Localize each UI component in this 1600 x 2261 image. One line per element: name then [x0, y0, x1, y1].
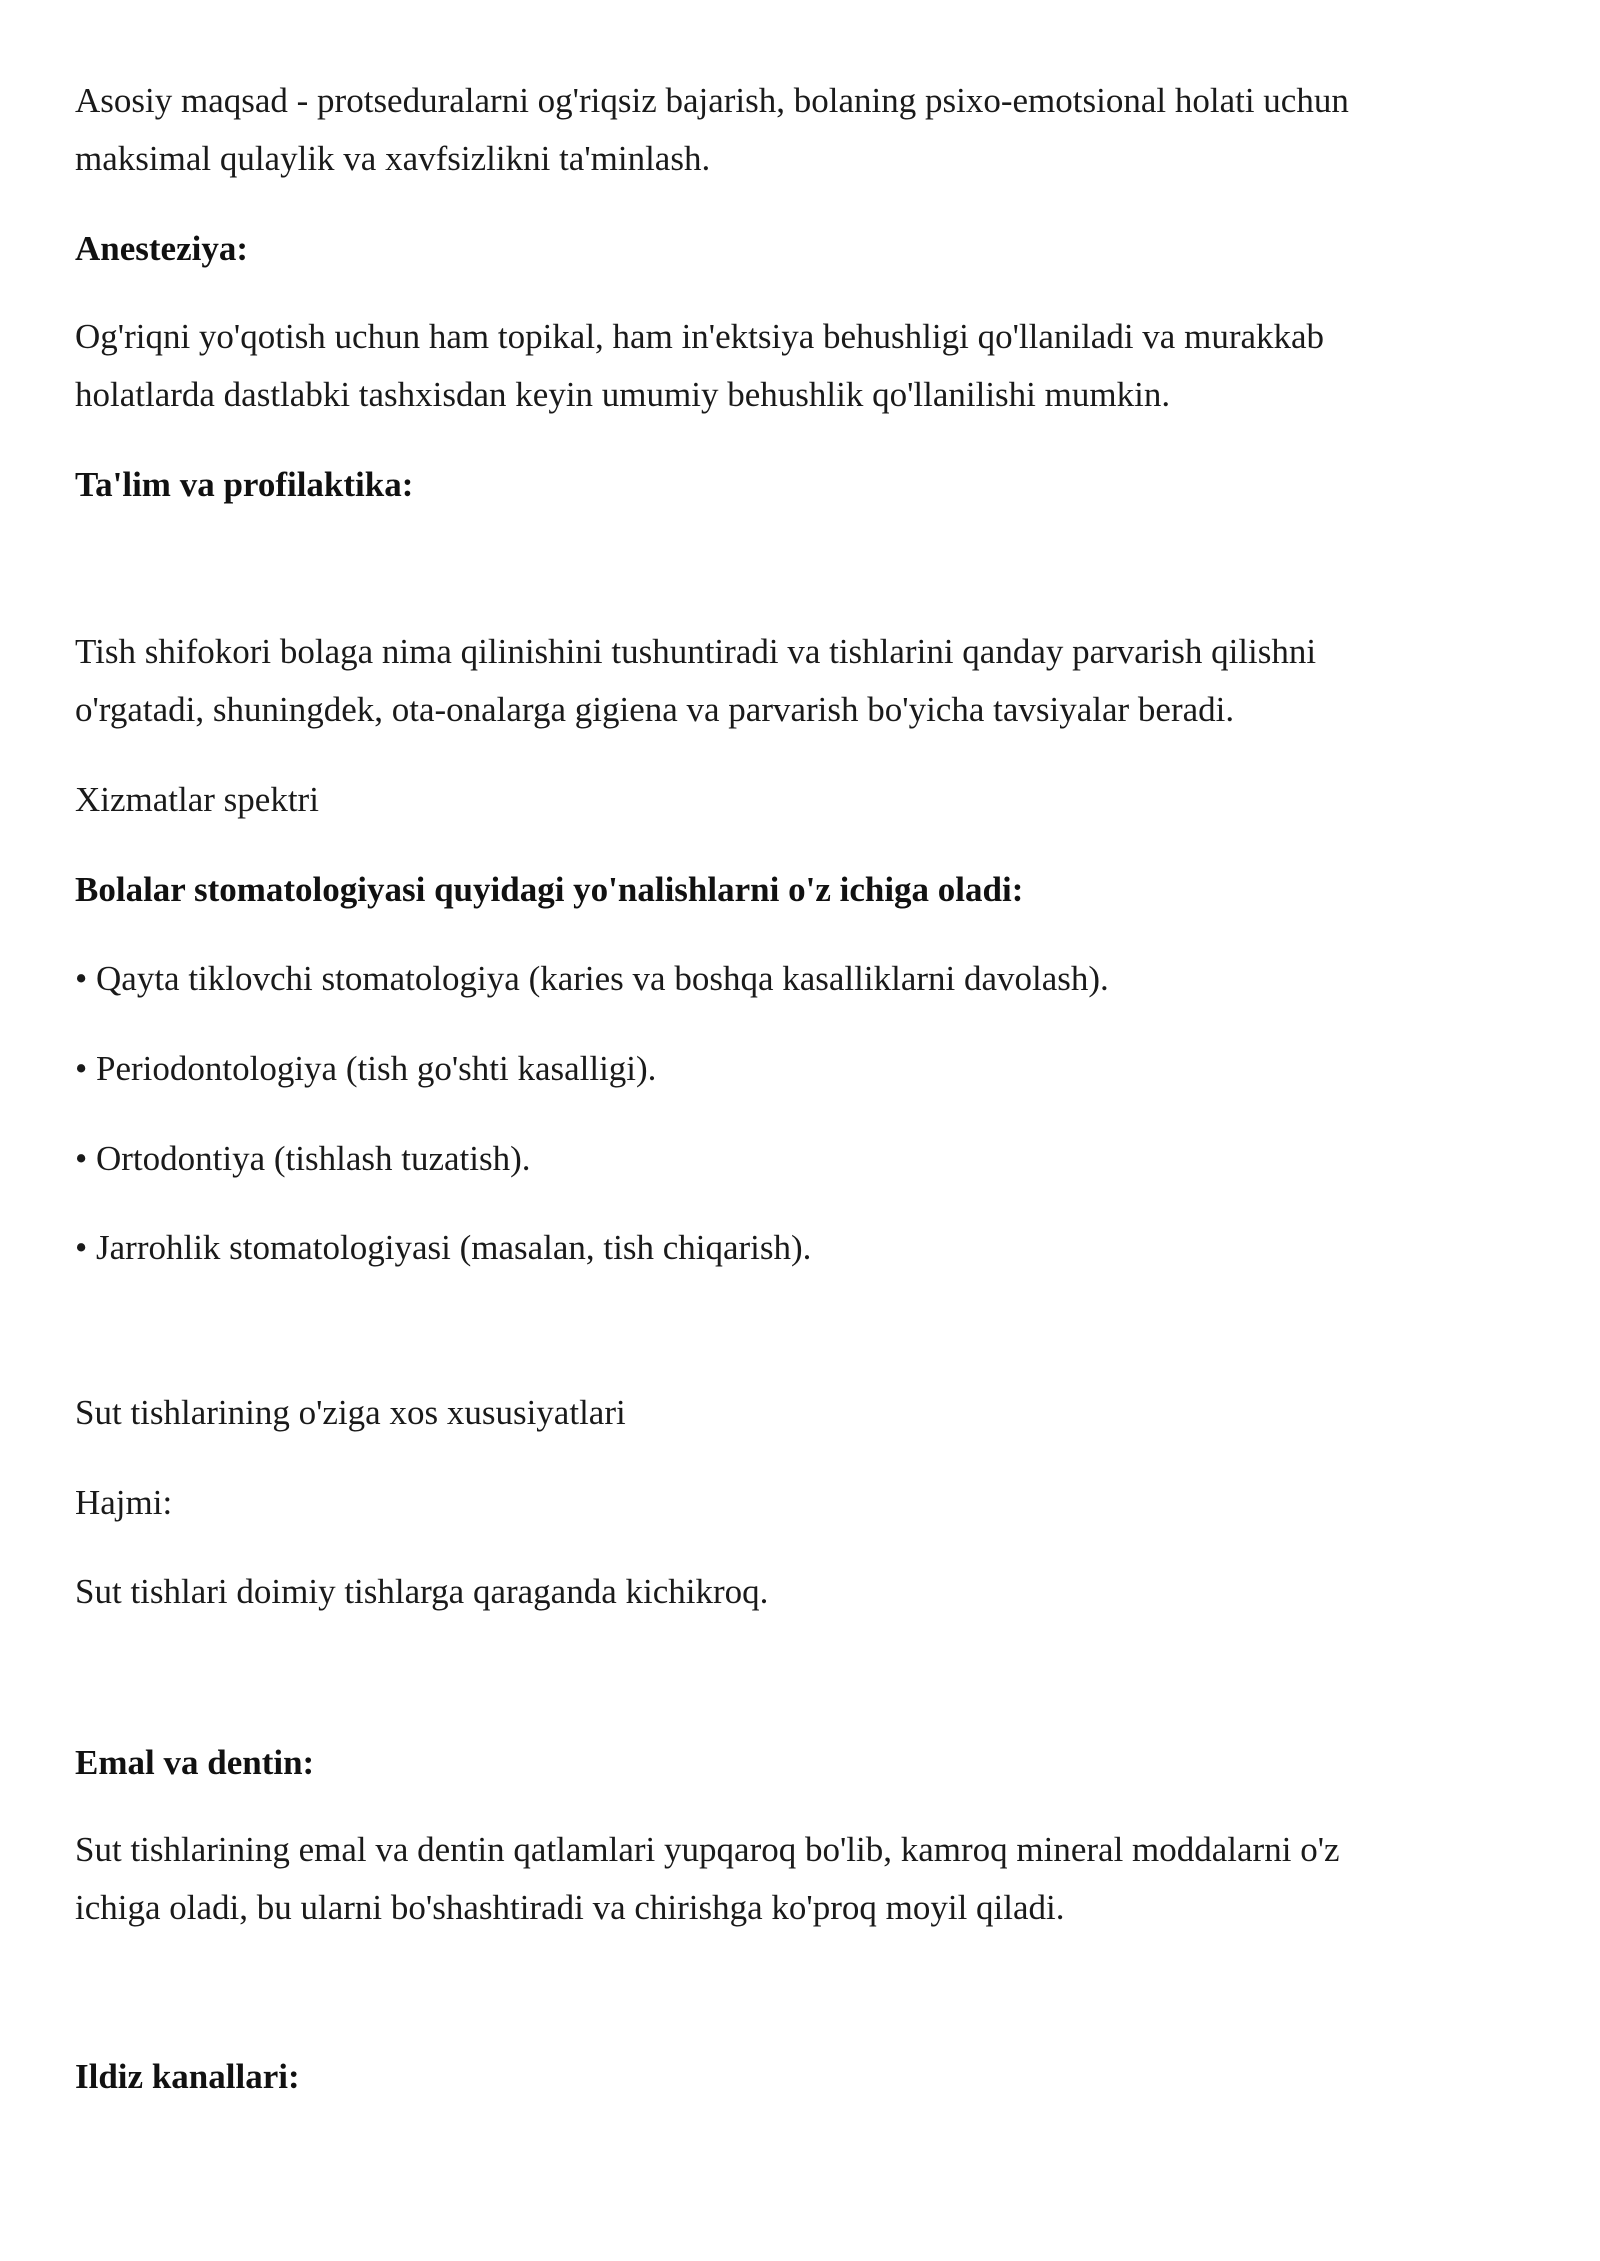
anesthesia-paragraph [75, 308, 1525, 424]
intro-line-1: Asosiy maqsad - protseduralarni og'riqsiz bajarish, bolaning psixo-emotsional holati uchun [75, 81, 1349, 120]
list-item: • Periodontologiya (tish go'shti kasalligi). [75, 1049, 657, 1088]
enamel-heading: Emal va dentin: [75, 1743, 315, 1782]
services-title: Xizmatlar spektri [75, 780, 319, 819]
list-item: • Qayta tiklovchi stomatologiya (karies va boshqa kasalliklarni davolash). [75, 959, 1109, 998]
education-line-2: o'rgatadi, shuningdek, ota-onalarga gigiena va parvarish bo'yicha tavsiyalar beradi. [75, 690, 1235, 729]
milk-teeth-title: Sut tishlarining o'ziga xos xususiyatlari [75, 1393, 626, 1432]
list-item: • Jarrohlik stomatologiyasi (masalan, tish chiqarish). [75, 1228, 812, 1267]
education-line-1: Tish shifokori bolaga nima qilinishini tushuntiradi va tishlarini qanday parvarish qilishni [75, 632, 1317, 671]
anesthesia-heading: Anesteziya: [75, 229, 249, 268]
intro-line-2: maksimal qulaylik va xavfsizlikni ta'minlash. [75, 139, 711, 178]
enamel-paragraph [75, 1821, 1525, 1937]
enamel-line-1: Sut tishlarining emal va dentin qatlamlari yupqaroq bo'lib, kamroq mineral moddalarni o'z [75, 1830, 1340, 1869]
anesthesia-line-2: holatlarda dastlabki tashxisdan keyin umumiy behushlik qo'llanilishi mumkin. [75, 375, 1171, 414]
services-heading: Bolalar stomatologiyasi quyidagi yo'nalishlarni o'z ichiga oladi: [75, 870, 1024, 909]
anesthesia-line-1: Og'riqni yo'qotish uchun ham topikal, ham in'ektsiya behushligi qo'llaniladi va murakkab [75, 317, 1325, 356]
size-text: Sut tishlari doimiy tishlarga qaraganda kichikroq. [75, 1572, 769, 1611]
root-canals-heading: Ildiz kanallari: [75, 2057, 300, 2096]
education-heading: Ta'lim va profilaktika: [75, 465, 414, 504]
enamel-line-2: ichiga oladi, bu ularni bo'shashtiradi va chirishga ko'proq moyil qiladi. [75, 1888, 1065, 1927]
list-item: • Ortodontiya (tishlash tuzatish). [75, 1139, 531, 1178]
intro-paragraph [75, 72, 1525, 188]
size-label: Hajmi: [75, 1483, 173, 1522]
education-paragraph [75, 623, 1525, 739]
